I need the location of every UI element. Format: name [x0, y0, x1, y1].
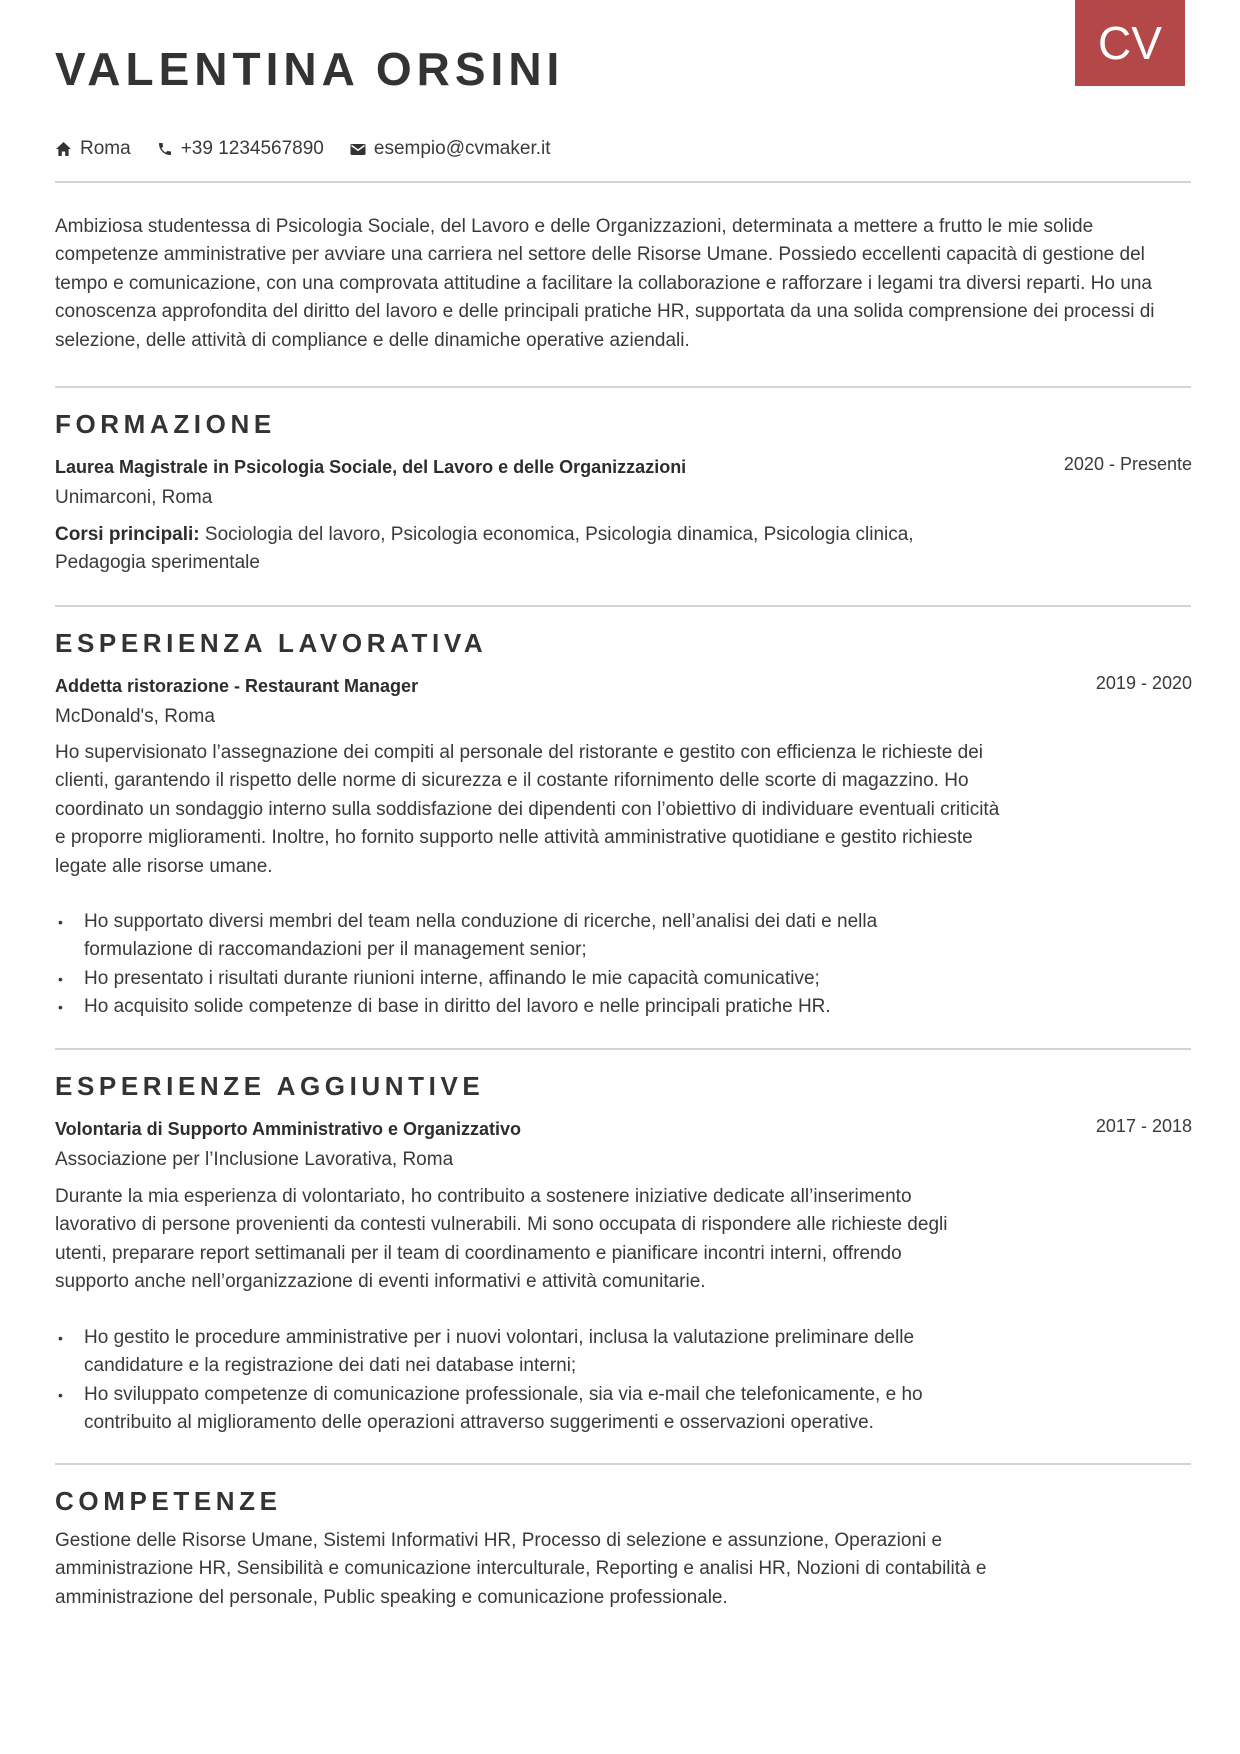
skills-text: Gestione delle Risorse Umane, Sistemi Informativi HR, Processo di selezione e assunzione, Operazioni e amministrazione HR, Sensibilità e comunicazione interculturale, Reporting e analisi HR, Nozioni di contabilità e amministrazione del personale, Public speaking e comunicazione professionale. — [55, 1530, 987, 1608]
section-title-education: FORMAZIONE — [55, 409, 276, 439]
contact-location-text: Roma — [80, 138, 131, 159]
mail-icon — [350, 143, 366, 156]
section-title-skills: COMPETENZE — [55, 1486, 282, 1516]
education-date: 2020 - Presente — [1063, 454, 1192, 474]
experience-bullets — [55, 908, 945, 1022]
contact-email-text: esempio@cvmaker.it — [373, 138, 551, 159]
education-degree: Laurea Magistrale in Psicologia Sociale, del Lavoro e delle Organizzazioni — [55, 457, 687, 477]
cv-badge: CV — [1075, 0, 1185, 86]
home-icon — [55, 141, 72, 157]
divider — [55, 1048, 1191, 1050]
contact-bar — [55, 138, 577, 160]
list-item: • Ho acquisito solide competenze di base in diritto del lavoro e nelle principali pratiche HR. — [55, 993, 945, 1021]
additional-role: Volontaria di Supporto Amministrativo e Organizzativo — [55, 1119, 522, 1139]
divider — [55, 605, 1191, 607]
contact-phone-text: +39 1234567890 — [180, 138, 324, 159]
experience-role: Addetta ristorazione - Restaurant Manager — [55, 676, 419, 696]
section-title-experience: ESPERIENZA LAVORATIVA — [55, 628, 488, 658]
experience-company: McDonald's, Roma — [55, 706, 215, 727]
contact-email — [350, 138, 551, 160]
divider — [55, 1463, 1191, 1465]
section-title-additional: ESPERIENZE AGGIUNTIVE — [55, 1071, 485, 1101]
additional-date: 2017 - 2018 — [1095, 1116, 1192, 1136]
divider — [55, 181, 1191, 183]
list-item: • Ho gestito le procedure amministrative per i nuovi volontari, inclusa la valutazione preliminare delle candidature e la registrazione dei dati nei database interni; — [55, 1324, 960, 1381]
education-school: Unimarconi, Roma — [55, 487, 213, 508]
phone-icon — [157, 141, 173, 157]
education-courses — [55, 521, 995, 578]
divider — [55, 386, 1191, 388]
additional-bullets — [55, 1324, 960, 1438]
experience-description: Ho supervisionato l’assegnazione dei compiti al personale del ristorante e gestito con efficienza le richieste dei clienti, garantendo il rispetto delle norme di sicurezza e il costante rifornimento delle scorte di magazzino. Ho coordinato un sondaggio interno sulla soddisfazione dei dipendenti con l’obiettivo di individuare eventuali criticità e proporre miglioramenti. Inoltre, ho fornito supporto nelle attività amministrative quotidiane e gestito richieste legate alle risorse umane. — [55, 742, 1000, 877]
profile-summary: Ambiziosa studentessa di Psicologia Sociale, del Lavoro e delle Organizzazioni, determinata a mettere a frutto le mie solide competenze amministrative per avviare una carriera nel settore delle Risorse Umane. Possiedo eccellenti capacità di gestione del tempo e comunicazione, con una comprovata attitudine a facilitare la collaborazione e rafforzare i legami tra diversi reparti. Ho una conoscenza approfondita del diritto del lavoro e delle principali pratiche HR, supportata da una solida comprensione dei processi di selezione, delle attività di compliance e delle dinamiche operative aziendali. — [55, 216, 1155, 351]
contact-phone — [157, 138, 324, 160]
experience-date: 2019 - 2020 — [1095, 673, 1192, 693]
additional-organization: Associazione per l’Inclusione Lavorativa, Roma — [55, 1149, 454, 1170]
list-item: • Ho presentato i risultati durante riunioni interne, affinando le mie capacità comunicative; — [55, 965, 945, 993]
contact-location — [55, 138, 131, 160]
candidate-name: VALENTINA ORSINI — [55, 43, 565, 95]
courses-list: Sociologia del lavoro, Psicologia economica, Psicologia dinamica, Psicologia clinica, Pedagogia sperimentale — [55, 524, 914, 574]
list-item: • Ho supportato diversi membri del team nella conduzione di ricerche, nell’analisi dei dati e nella formulazione di raccomandazioni per il management senior; — [55, 908, 945, 965]
courses-label: Corsi principali: — [55, 524, 200, 545]
additional-description: Durante la mia esperienza di volontariato, ho contribuito a sostenere iniziative dedicate all’inserimento lavorativo di persone provenienti da contesti vulnerabili. Mi sono occupata di rispondere alle richieste degli utenti, preparare report settimanali per il team di coordinamento e pianificare incontri interni, offrendo supporto anche nell’organizzazione di eventi informativi e attività comunitarie. — [55, 1186, 948, 1293]
list-item: • Ho sviluppato competenze di comunicazione professionale, sia via e-mail che telefonicamente, e ho contribuito al miglioramento delle operazioni attraverso suggerimenti e osservazioni operative. — [55, 1381, 960, 1438]
